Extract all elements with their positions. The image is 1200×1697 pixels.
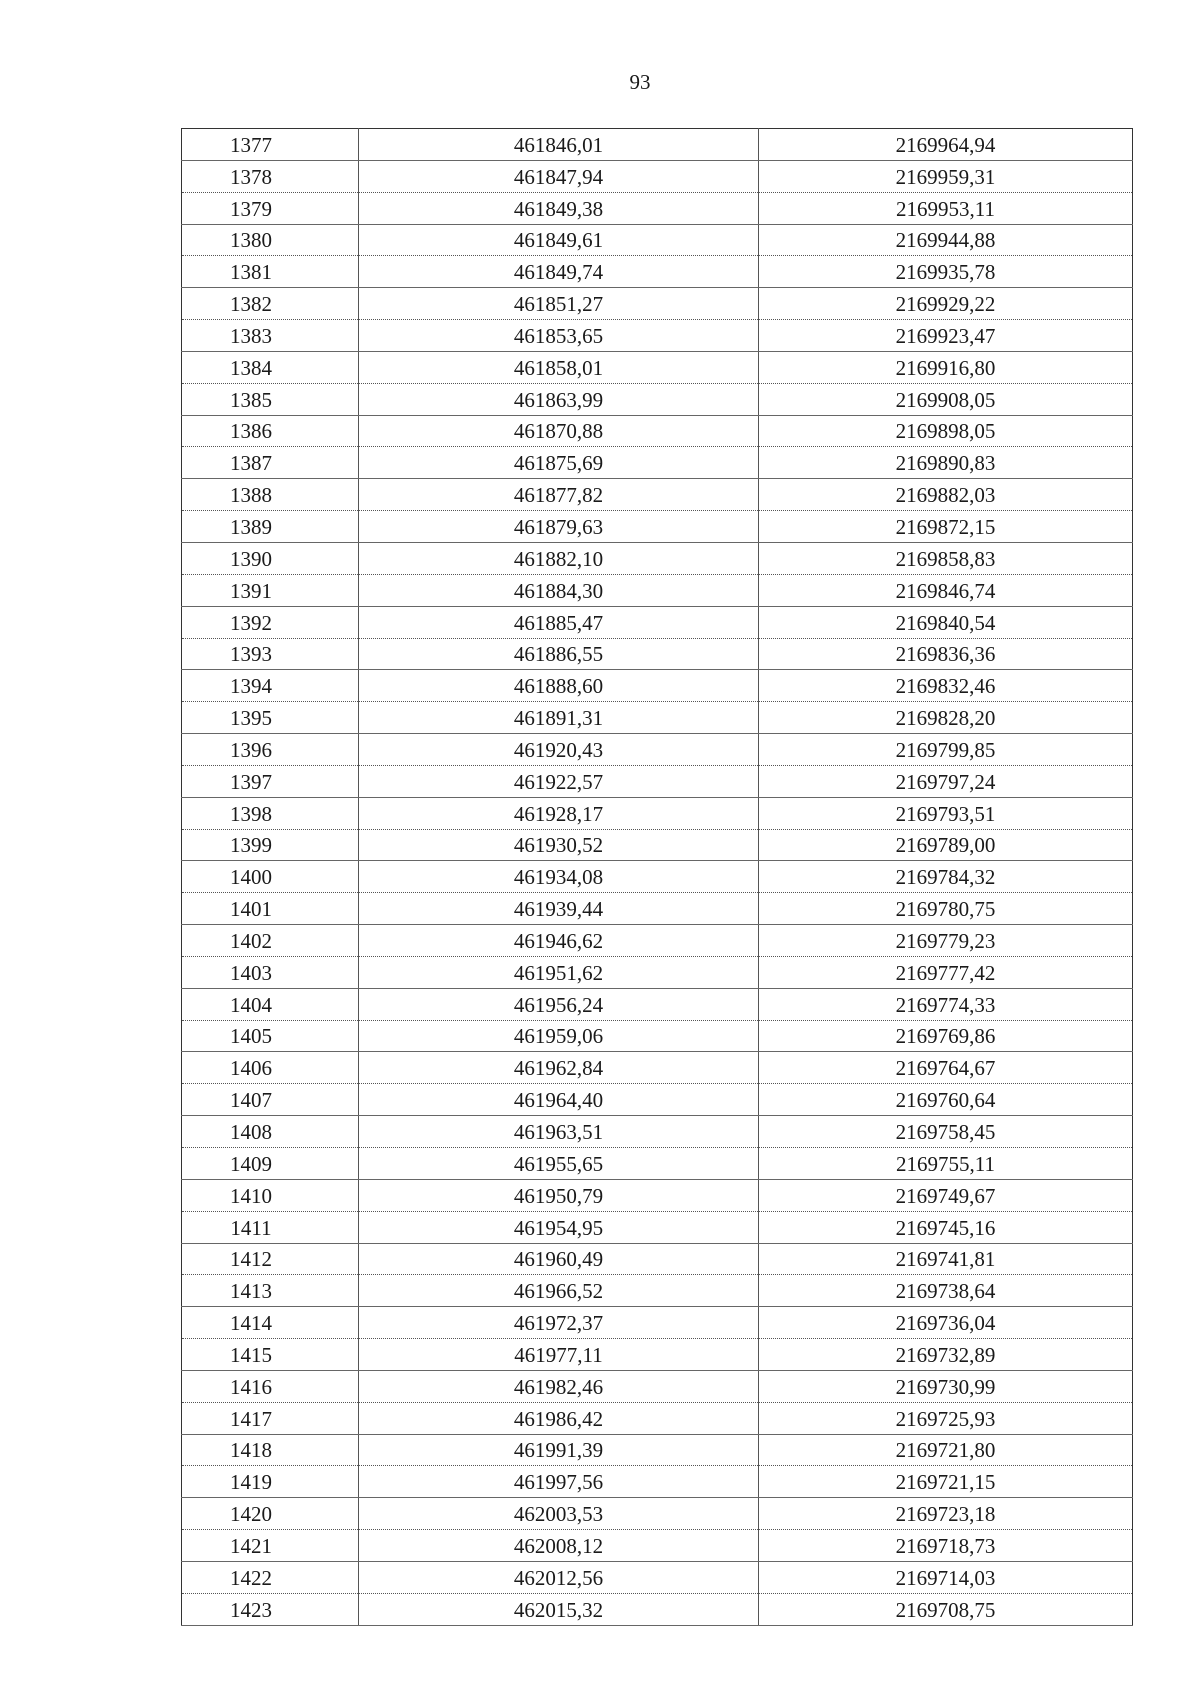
y-coordinate-cell: 2169797,24 [759, 765, 1133, 797]
x-coordinate-cell: 462003,53 [359, 1498, 759, 1530]
table-row [182, 256, 1133, 288]
point-number-cell: 1384 [182, 351, 359, 383]
point-number-cell: 1419 [182, 1466, 359, 1498]
y-coordinate-cell: 2169721,80 [759, 1434, 1133, 1466]
x-coordinate-cell: 461982,46 [359, 1370, 759, 1402]
point-number-cell: 1420 [182, 1498, 359, 1530]
x-coordinate-cell: 461846,01 [359, 129, 759, 161]
y-coordinate-cell: 2169793,51 [759, 797, 1133, 829]
y-coordinate-cell: 2169890,83 [759, 447, 1133, 479]
point-number-cell: 1400 [182, 861, 359, 893]
table-row [182, 479, 1133, 511]
table-row [182, 1116, 1133, 1148]
table-row [182, 1434, 1133, 1466]
y-coordinate-cell: 2169760,64 [759, 1084, 1133, 1116]
table-row [182, 288, 1133, 320]
y-coordinate-cell: 2169872,15 [759, 511, 1133, 543]
y-coordinate-cell: 2169769,86 [759, 1020, 1133, 1052]
x-coordinate-cell: 461991,39 [359, 1434, 759, 1466]
table-row [182, 1275, 1133, 1307]
table-row [182, 574, 1133, 606]
x-coordinate-cell: 461964,40 [359, 1084, 759, 1116]
x-coordinate-cell: 461879,63 [359, 511, 759, 543]
table-row [182, 638, 1133, 670]
x-coordinate-cell: 461977,11 [359, 1339, 759, 1371]
table-row [182, 447, 1133, 479]
table-row [182, 956, 1133, 988]
table-row [182, 988, 1133, 1020]
table-row [182, 1466, 1133, 1498]
table-row [182, 1148, 1133, 1180]
x-coordinate-cell: 461870,88 [359, 415, 759, 447]
x-coordinate-cell: 461928,17 [359, 797, 759, 829]
point-number-cell: 1393 [182, 638, 359, 670]
table-row [182, 415, 1133, 447]
x-coordinate-cell: 461885,47 [359, 606, 759, 638]
point-number-cell: 1415 [182, 1339, 359, 1371]
point-number-cell: 1421 [182, 1530, 359, 1562]
table-row [182, 861, 1133, 893]
table-row [182, 1339, 1133, 1371]
page-number: 93 [629, 70, 651, 94]
point-number-cell: 1406 [182, 1052, 359, 1084]
y-coordinate-cell: 2169858,83 [759, 542, 1133, 574]
table-row [182, 383, 1133, 415]
x-coordinate-cell: 461972,37 [359, 1307, 759, 1339]
y-coordinate-cell: 2169780,75 [759, 893, 1133, 925]
point-number-cell: 1404 [182, 988, 359, 1020]
table-row [182, 797, 1133, 829]
table-row [182, 893, 1133, 925]
x-coordinate-cell: 462012,56 [359, 1561, 759, 1593]
y-coordinate-cell: 2169736,04 [759, 1307, 1133, 1339]
x-coordinate-cell: 461934,08 [359, 861, 759, 893]
table-row [182, 765, 1133, 797]
table-row [182, 192, 1133, 224]
y-coordinate-cell: 2169755,11 [759, 1148, 1133, 1180]
point-number-cell: 1387 [182, 447, 359, 479]
point-number-cell: 1410 [182, 1179, 359, 1211]
y-coordinate-cell: 2169723,18 [759, 1498, 1133, 1530]
point-number-cell: 1380 [182, 224, 359, 256]
x-coordinate-cell: 461849,74 [359, 256, 759, 288]
x-coordinate-cell: 461951,62 [359, 956, 759, 988]
y-coordinate-cell: 2169779,23 [759, 925, 1133, 957]
y-coordinate-cell: 2169828,20 [759, 702, 1133, 734]
point-number-cell: 1392 [182, 606, 359, 638]
table-row [182, 1243, 1133, 1275]
point-number-cell: 1418 [182, 1434, 359, 1466]
table-row [182, 1593, 1133, 1625]
point-number-cell: 1383 [182, 320, 359, 352]
table-row [182, 160, 1133, 192]
table-row [182, 351, 1133, 383]
point-number-cell: 1414 [182, 1307, 359, 1339]
x-coordinate-cell: 461939,44 [359, 893, 759, 925]
x-coordinate-cell: 461954,95 [359, 1211, 759, 1243]
y-coordinate-cell: 2169738,64 [759, 1275, 1133, 1307]
x-coordinate-cell: 461962,84 [359, 1052, 759, 1084]
table-row [182, 1561, 1133, 1593]
point-number-cell: 1402 [182, 925, 359, 957]
y-coordinate-cell: 2169718,73 [759, 1530, 1133, 1562]
point-number-cell: 1416 [182, 1370, 359, 1402]
y-coordinate-cell: 2169774,33 [759, 988, 1133, 1020]
x-coordinate-cell: 461888,60 [359, 670, 759, 702]
y-coordinate-cell: 2169714,03 [759, 1561, 1133, 1593]
point-number-cell: 1399 [182, 829, 359, 861]
point-number-cell: 1417 [182, 1402, 359, 1434]
point-number-cell: 1403 [182, 956, 359, 988]
x-coordinate-cell: 461946,62 [359, 925, 759, 957]
point-number-cell: 1388 [182, 479, 359, 511]
point-number-cell: 1423 [182, 1593, 359, 1625]
x-coordinate-cell: 461875,69 [359, 447, 759, 479]
y-coordinate-cell: 2169846,74 [759, 574, 1133, 606]
point-number-cell: 1389 [182, 511, 359, 543]
y-coordinate-cell: 2169923,47 [759, 320, 1133, 352]
table-row [182, 1498, 1133, 1530]
y-coordinate-cell: 2169898,05 [759, 415, 1133, 447]
y-coordinate-cell: 2169916,80 [759, 351, 1133, 383]
table-row [182, 670, 1133, 702]
table-row [182, 1020, 1133, 1052]
x-coordinate-cell: 461882,10 [359, 542, 759, 574]
table-row [182, 511, 1133, 543]
table-row [182, 1179, 1133, 1211]
point-number-cell: 1396 [182, 734, 359, 766]
x-coordinate-cell: 461851,27 [359, 288, 759, 320]
y-coordinate-cell: 2169964,94 [759, 129, 1133, 161]
point-number-cell: 1379 [182, 192, 359, 224]
coordinates-table-body [182, 129, 1133, 1626]
y-coordinate-cell: 2169784,32 [759, 861, 1133, 893]
x-coordinate-cell: 461920,43 [359, 734, 759, 766]
point-number-cell: 1405 [182, 1020, 359, 1052]
table-row [182, 925, 1133, 957]
y-coordinate-cell: 2169929,22 [759, 288, 1133, 320]
y-coordinate-cell: 2169741,81 [759, 1243, 1133, 1275]
point-number-cell: 1385 [182, 383, 359, 415]
table-row [182, 1084, 1133, 1116]
x-coordinate-cell: 461959,06 [359, 1020, 759, 1052]
y-coordinate-cell: 2169730,99 [759, 1370, 1133, 1402]
x-coordinate-cell: 461960,49 [359, 1243, 759, 1275]
table-row [182, 1211, 1133, 1243]
y-coordinate-cell: 2169832,46 [759, 670, 1133, 702]
x-coordinate-cell: 461950,79 [359, 1179, 759, 1211]
y-coordinate-cell: 2169789,00 [759, 829, 1133, 861]
y-coordinate-cell: 2169777,42 [759, 956, 1133, 988]
y-coordinate-cell: 2169764,67 [759, 1052, 1133, 1084]
point-number-cell: 1382 [182, 288, 359, 320]
table-row [182, 829, 1133, 861]
x-coordinate-cell: 461858,01 [359, 351, 759, 383]
table-row [182, 1402, 1133, 1434]
y-coordinate-cell: 2169799,85 [759, 734, 1133, 766]
point-number-cell: 1409 [182, 1148, 359, 1180]
y-coordinate-cell: 2169732,89 [759, 1339, 1133, 1371]
coordinates-table [181, 128, 1133, 1626]
point-number-cell: 1413 [182, 1275, 359, 1307]
y-coordinate-cell: 2169882,03 [759, 479, 1133, 511]
x-coordinate-cell: 461922,57 [359, 765, 759, 797]
x-coordinate-cell: 461955,65 [359, 1148, 759, 1180]
point-number-cell: 1381 [182, 256, 359, 288]
point-number-cell: 1394 [182, 670, 359, 702]
y-coordinate-cell: 2169840,54 [759, 606, 1133, 638]
x-coordinate-cell: 462008,12 [359, 1530, 759, 1562]
y-coordinate-cell: 2169836,36 [759, 638, 1133, 670]
x-coordinate-cell: 461884,30 [359, 574, 759, 606]
x-coordinate-cell: 461956,24 [359, 988, 759, 1020]
point-number-cell: 1390 [182, 542, 359, 574]
point-number-cell: 1412 [182, 1243, 359, 1275]
table-row [182, 224, 1133, 256]
table-row [182, 1530, 1133, 1562]
x-coordinate-cell: 461863,99 [359, 383, 759, 415]
point-number-cell: 1411 [182, 1211, 359, 1243]
point-number-cell: 1395 [182, 702, 359, 734]
y-coordinate-cell: 2169708,75 [759, 1593, 1133, 1625]
point-number-cell: 1407 [182, 1084, 359, 1116]
y-coordinate-cell: 2169908,05 [759, 383, 1133, 415]
y-coordinate-cell: 2169725,93 [759, 1402, 1133, 1434]
table-row [182, 320, 1133, 352]
x-coordinate-cell: 461930,52 [359, 829, 759, 861]
point-number-cell: 1391 [182, 574, 359, 606]
x-coordinate-cell: 461966,52 [359, 1275, 759, 1307]
table-row [182, 734, 1133, 766]
point-number-cell: 1398 [182, 797, 359, 829]
point-number-cell: 1422 [182, 1561, 359, 1593]
y-coordinate-cell: 2169953,11 [759, 192, 1133, 224]
table-row [182, 1370, 1133, 1402]
x-coordinate-cell: 461997,56 [359, 1466, 759, 1498]
y-coordinate-cell: 2169749,67 [759, 1179, 1133, 1211]
x-coordinate-cell: 461849,38 [359, 192, 759, 224]
x-coordinate-cell: 461963,51 [359, 1116, 759, 1148]
table-row [182, 129, 1133, 161]
x-coordinate-cell: 461849,61 [359, 224, 759, 256]
point-number-cell: 1377 [182, 129, 359, 161]
table-row [182, 542, 1133, 574]
table-row [182, 702, 1133, 734]
table-row [182, 1307, 1133, 1339]
point-number-cell: 1397 [182, 765, 359, 797]
y-coordinate-cell: 2169935,78 [759, 256, 1133, 288]
x-coordinate-cell: 461986,42 [359, 1402, 759, 1434]
table-row [182, 606, 1133, 638]
point-number-cell: 1386 [182, 415, 359, 447]
y-coordinate-cell: 2169758,45 [759, 1116, 1133, 1148]
y-coordinate-cell: 2169721,15 [759, 1466, 1133, 1498]
x-coordinate-cell: 461853,65 [359, 320, 759, 352]
point-number-cell: 1401 [182, 893, 359, 925]
table-row [182, 1052, 1133, 1084]
point-number-cell: 1408 [182, 1116, 359, 1148]
x-coordinate-cell: 462015,32 [359, 1593, 759, 1625]
y-coordinate-cell: 2169745,16 [759, 1211, 1133, 1243]
x-coordinate-cell: 461877,82 [359, 479, 759, 511]
y-coordinate-cell: 2169959,31 [759, 160, 1133, 192]
y-coordinate-cell: 2169944,88 [759, 224, 1133, 256]
x-coordinate-cell: 461886,55 [359, 638, 759, 670]
x-coordinate-cell: 461847,94 [359, 160, 759, 192]
point-number-cell: 1378 [182, 160, 359, 192]
x-coordinate-cell: 461891,31 [359, 702, 759, 734]
